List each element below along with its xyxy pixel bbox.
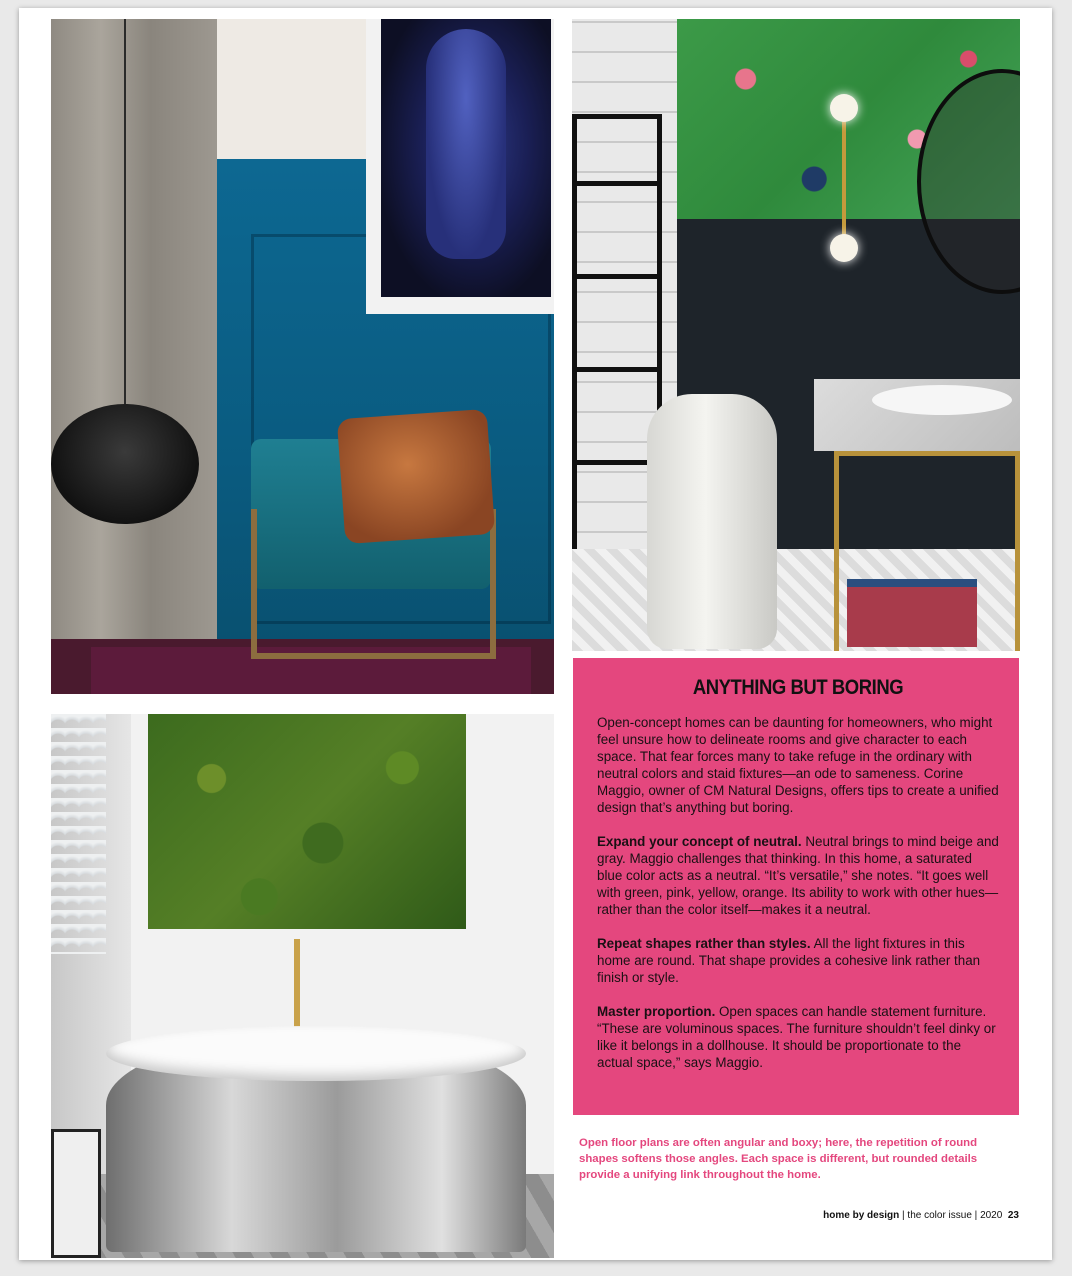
article-intro: Open-concept homes can be daunting for homeowners, who might feel unsure how to delineate rooms and give character to each space. That fear forces many to take refuge in the ordinary with neutral colors and staid fixtures—an ode to sameness. Corine Maggio, owner of CM Natural Designs, offers tips to create a unified design that’s anything but boring. bbox=[597, 715, 999, 815]
footer-issue: the color issue bbox=[907, 1210, 972, 1221]
living-room-photo bbox=[51, 19, 554, 694]
toilet bbox=[647, 394, 777, 649]
concrete-column bbox=[51, 19, 217, 694]
tip-title: Repeat shapes rather than styles. bbox=[597, 936, 811, 951]
globe-light-top bbox=[830, 94, 858, 122]
leather-pillow bbox=[337, 409, 495, 544]
hanging-fireplace bbox=[51, 404, 199, 524]
tip-paragraph bbox=[597, 1003, 999, 1071]
scallop-tile bbox=[51, 714, 106, 954]
powder-room-photo bbox=[572, 19, 1020, 651]
page-footer bbox=[719, 1210, 1019, 1221]
article-box bbox=[573, 658, 1019, 1115]
tip-title: Expand your concept of neutral. bbox=[597, 834, 802, 849]
moss-wall bbox=[148, 714, 466, 929]
leaning-art bbox=[51, 1129, 101, 1258]
footer-brand: home by design bbox=[823, 1210, 900, 1221]
page-number: 23 bbox=[1007, 1210, 1019, 1221]
tip-body: Neutral brings to mind beige and gray. Maggio challenges that thinking. In this home, a saturated blue color acts as a neutral. “It’s versatile,” she notes. “It goes well with green, pink, yellow, orange. Its ability to work with other hues—rather than the color itself—makes it a neutral. bbox=[597, 834, 999, 917]
tip-title: Master proportion. bbox=[597, 1004, 716, 1019]
footer-separator: | bbox=[971, 1210, 981, 1221]
bathtub-photo bbox=[51, 714, 554, 1258]
tub-rim bbox=[106, 1026, 526, 1081]
footer-year: 2020 bbox=[980, 1210, 1003, 1221]
sink bbox=[872, 385, 1012, 415]
tip-body: All the light fixtures in this home are round. That shape provides a cohesive link rather than finish or style. bbox=[597, 936, 981, 985]
fireplace-rod bbox=[124, 19, 126, 409]
photo-caption: Open floor plans are often angular and boxy; here, the repetition of round shapes softens those angles. Each space is different, but rounded details provide a unifying link throughout the home. bbox=[579, 1137, 978, 1181]
tip-paragraph bbox=[597, 935, 999, 986]
tip-body: Open spaces can handle statement furniture. “These are voluminous spaces. The furniture shouldn’t feel dinky or like it belongs in a dollhouse. It should be proportionate to the actual space,” says Maggio. bbox=[597, 1004, 996, 1070]
cockatoo-figure bbox=[426, 29, 506, 259]
tip-paragraph bbox=[597, 833, 999, 918]
magazine-page bbox=[19, 8, 1052, 1260]
footer-separator: | bbox=[899, 1210, 908, 1221]
globe-light-bottom bbox=[830, 234, 858, 262]
books bbox=[847, 579, 977, 647]
article-headline: ANYTHING BUT BORING bbox=[692, 676, 904, 699]
sconce-bar bbox=[842, 119, 846, 237]
